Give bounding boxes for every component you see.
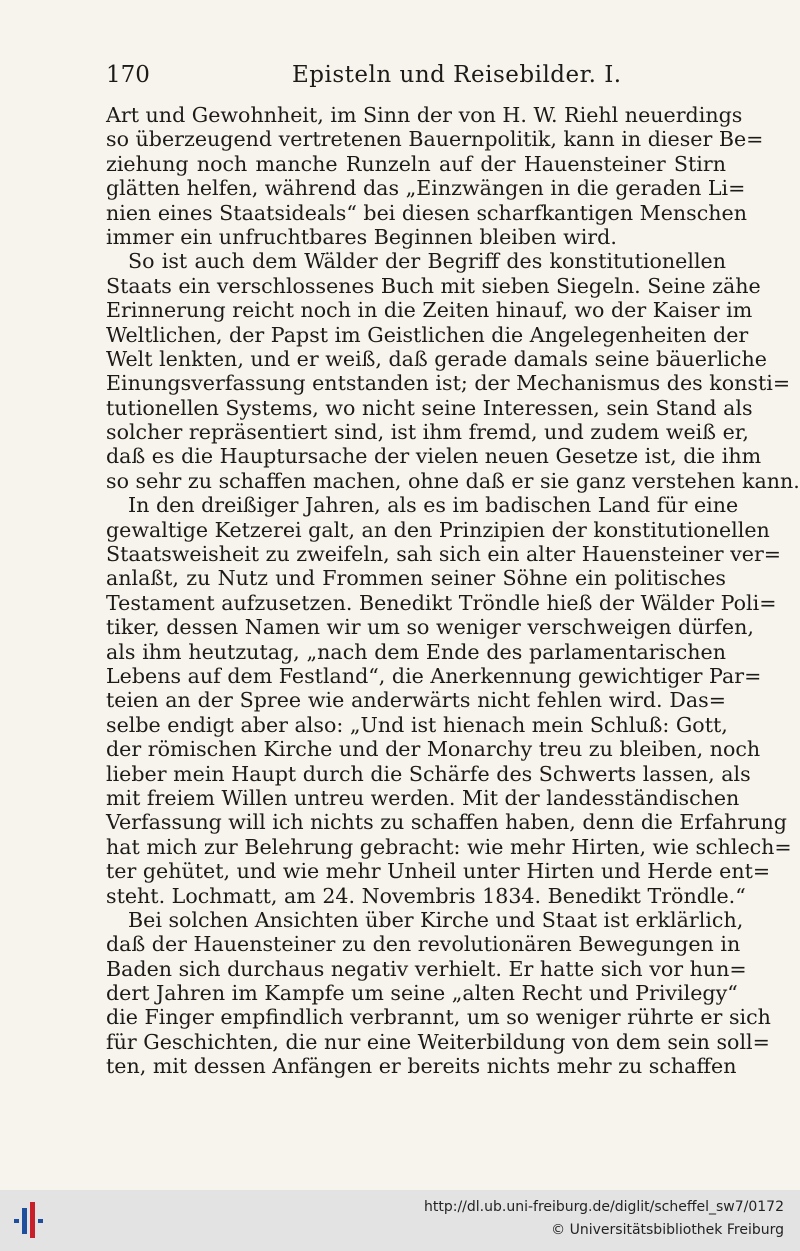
text-line: Staatsweisheit zu zweifeln, sah sich ein alter Hauensteiner ver= [106, 542, 782, 567]
text-line: glätten helfen, während das „Einzwängen in die geraden Li= [106, 176, 746, 201]
text-line: anlaßt, zu Nutz und Frommen seiner Söhne ein politisches [106, 566, 726, 591]
paragraph [106, 249, 800, 493]
text-line: hat mich zur Belehrung gebracht: wie mehr Hirten, wie schlech= [106, 834, 792, 859]
text-line: der römischen Kirche und der Monarchy treu zu bleiben, noch [106, 737, 761, 762]
text-line: so sehr zu schaffen machen, ohne daß er sie ganz verstehen kann. [106, 468, 800, 493]
text-line: immer ein unfruchtbares Beginnen bleiben wird. [106, 224, 617, 249]
text-line: ziehung noch manche Runzeln auf der Hauensteiner Stirn [106, 151, 726, 176]
text-line: lieber mein Haupt durch die Schärfe des Schwerts lassen, als [106, 761, 751, 786]
text-line: Lebens auf dem Festland“, die Anerkennung gewichtiger Par= [106, 663, 762, 688]
text-line: mit freiem Willen untreu werden. Mit der landesständischen [106, 785, 740, 810]
text-line: So ist auch dem Wälder der Begriff des konstitutionellen [128, 249, 726, 274]
text-line: gewaltige Ketzerei galt, an den Prinzipien der konstitutionellen [106, 517, 770, 542]
text-line: tiker, dessen Namen wir um so weniger verschweigen dürfen, [106, 615, 754, 640]
text-line: tutionellen Systems, wo nicht seine Interessen, sein Stand als [106, 395, 753, 420]
text-line: Testament aufzusetzen. Benedikt Tröndle hieß der Wälder Poli= [106, 590, 777, 615]
paragraph [106, 493, 792, 908]
text-line: solcher repräsentiert sind, ist ihm fremd, und zudem weiß er, [106, 420, 749, 445]
text-line: als ihm heutzutag, „nach dem Ende des parlamentarischen [106, 639, 726, 664]
text-line: so überzeugend vertretenen Bauernpolitik, kann in dieser Be= [106, 127, 764, 152]
text-line: Bei solchen Ansichten über Kirche und Staat ist erklärlich, [128, 907, 744, 932]
text-line: Art und Gewohnheit, im Sinn der von H. W. Riehl neuerdings [106, 103, 743, 127]
text-line: ten, mit dessen Anfängen er bereits nichts mehr zu schaffen [106, 1054, 737, 1079]
text-line: Einungsverfassung entstanden ist; der Mechanismus des konsti= [106, 371, 791, 396]
page-number: 170 [106, 62, 150, 88]
text-line: daß der Hauensteiner zu den revolutionären Bewegungen in [106, 932, 741, 957]
footer-copyright: © Universitätsbibliothek Freiburg [551, 1222, 784, 1238]
body-text [106, 103, 800, 1079]
footer-bar [0, 1190, 800, 1251]
running-title: Episteln und Reisebilder. I. [292, 62, 622, 88]
paragraph [106, 907, 771, 1079]
text-line: Staats ein verschlossenes Buch mit sieben Siegeln. Seine zähe [106, 273, 761, 298]
text-line: Erinnerung reicht noch in die Zeiten hinauf, wo der Kaiser im [106, 298, 753, 323]
page-header [106, 62, 730, 92]
text-line: für Geschichten, die nur eine Weiterbildung von dem sein soll= [106, 1029, 770, 1054]
text-line: daß es die Hauptursache der vielen neuen Gesetze ist, die ihm [106, 444, 762, 469]
text-line: Verfassung will ich nichts zu schaffen haben, denn die Erfahrung [106, 810, 787, 835]
footer-url[interactable]: http://dl.ub.uni-freiburg.de/diglit/scheffel_sw7/0172 [424, 1199, 784, 1215]
text-line: Baden sich durchaus negativ verhielt. Er hatte sich vor hun= [106, 956, 747, 981]
text-line: dert Jahren im Kampfe um seine „alten Recht und Privilegy“ [106, 981, 738, 1006]
text-line: teien an der Spree wie anderwärts nicht fehlen wird. Das= [106, 688, 726, 713]
text-line: nien eines Staatsideals“ bei diesen scharfkantigen Menschen [106, 200, 747, 225]
text-line: Weltlichen, der Papst im Geistlichen die Angelegenheiten der [106, 322, 749, 347]
paragraph [106, 103, 764, 249]
text-line: ter gehütet, und wie mehr Unheil unter Hirten und Herde ent= [106, 859, 771, 884]
text-line: selbe endigt aber also: „Und ist hienach mein Schluß: Gott, [106, 712, 728, 737]
text-line: Welt lenkten, und er weiß, daß gerade damals seine bäuerliche [106, 346, 767, 371]
text-line: steht. Lochmatt, am 24. Novembris 1834. Benedikt Tröndle.“ [106, 883, 746, 908]
ub-freiburg-logo-icon[interactable] [12, 1200, 48, 1240]
text-line: In den dreißiger Jahren, als es im badischen Land für eine [128, 493, 739, 518]
text-line: die Finger empfindlich verbrannt, um so weniger rührte er sich [106, 1005, 771, 1030]
